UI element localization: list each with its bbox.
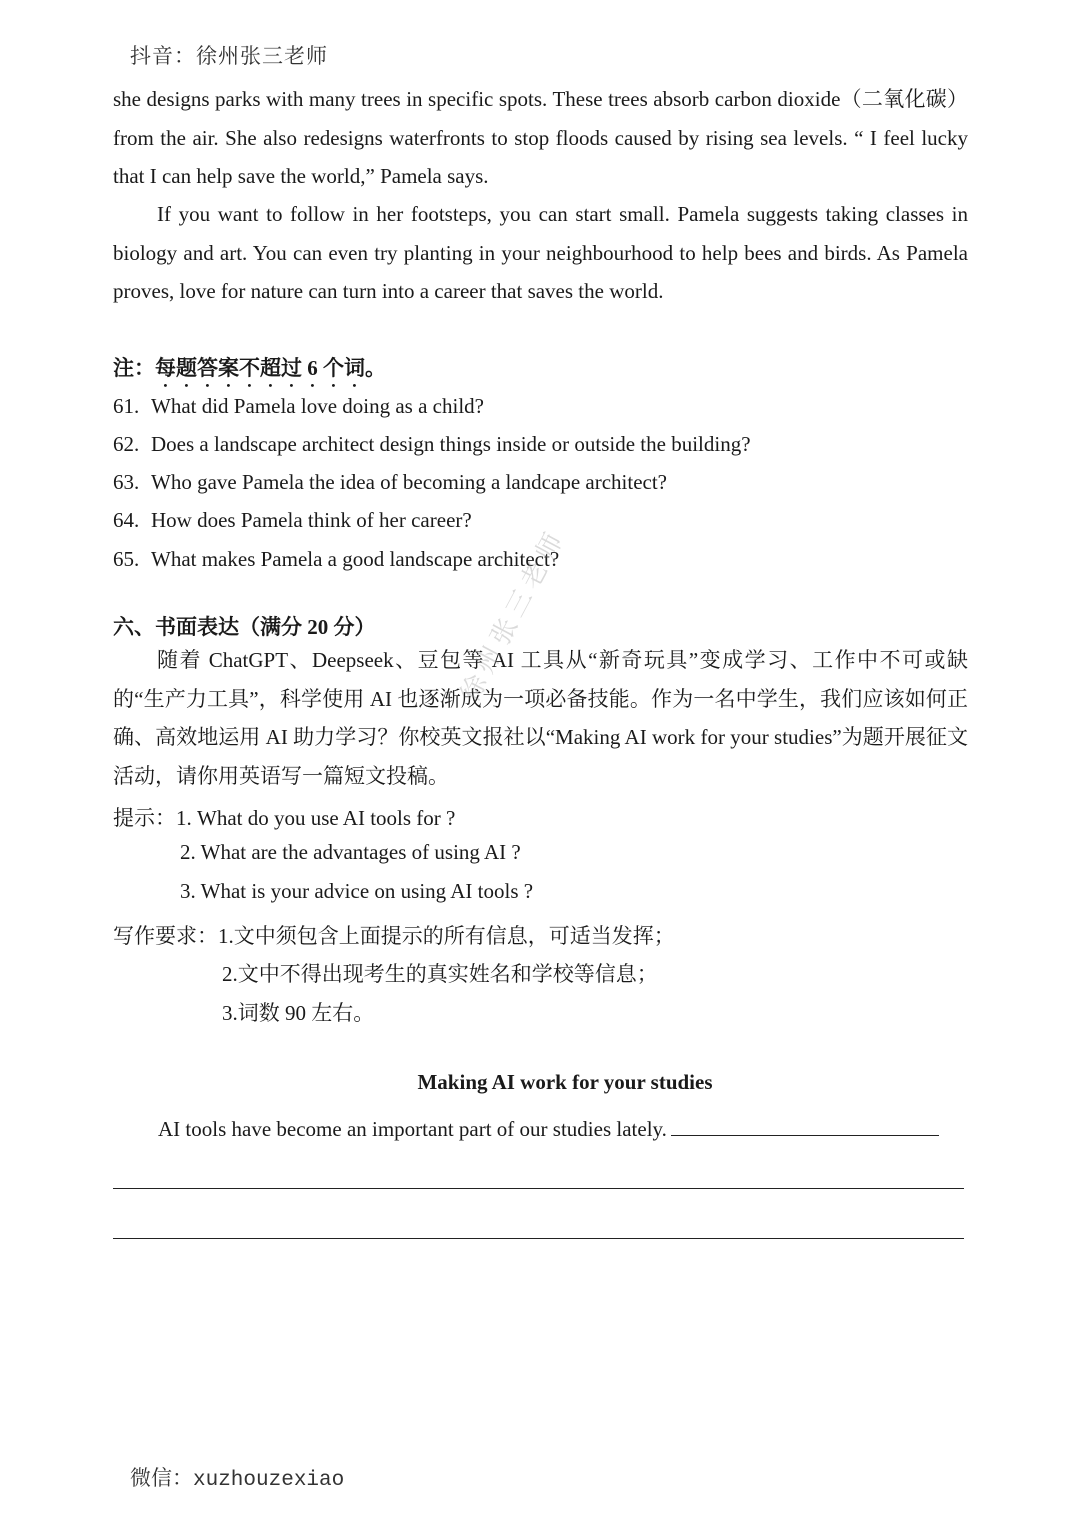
footer-label: 微信：	[130, 1466, 193, 1490]
question-65	[113, 547, 559, 572]
requirements-label: 写作要求：	[113, 924, 218, 948]
answer-line[interactable]	[113, 1188, 964, 1189]
requirement-1	[113, 920, 675, 950]
watermark-text: 徐州张三老师	[455, 523, 572, 707]
passage-paragraph-1: she designs parks with many trees in specific spots. These trees absorb carbon dioxide（二氧化碳）from the air. She also redesigns waterfronts to stop floods caused by rising sea levels. “ I feel lucky that I can help save the world,” Pamela says.	[113, 87, 968, 188]
requirement-2: 2.文中不得出现考生的真实姓名和学校等信息；	[222, 962, 658, 986]
answer-line[interactable]	[113, 1238, 964, 1239]
question-61	[113, 394, 484, 419]
question-number: 64.	[113, 508, 140, 532]
header-source-tag: 抖音：徐州张三老师	[130, 44, 328, 68]
question-63	[113, 470, 667, 495]
hint-text: 1. What do you use AI tools for ?	[176, 806, 456, 830]
requirement-text: 1.文中须包含上面提示的所有信息，可适当发挥；	[218, 924, 675, 948]
hint-2: 2. What are the advantages of using AI ?	[180, 840, 521, 864]
hints-label: 提示：	[113, 806, 176, 830]
question-text: How does Pamela think of her career?	[151, 508, 472, 532]
question-62	[113, 432, 751, 457]
writing-prompt: 随着 ChatGPT、Deepseek、豆包等 AI 工具从“新奇玩具”变成学习、工作中不可或缺的“生产力工具”，科学使用 AI 也逐渐成为一项必备技能。作为一名中学生，我们应该如何正确、高效地运用 AI 助力学习？你校英文报社以“Making AI work for your studies”为题开展征文活动，请你用英语写一篇短文投稿。	[113, 648, 968, 788]
answer-note-prefix: 注：	[113, 356, 155, 380]
passage-paragraph-2: If you want to follow in her footsteps, you can start small. Pamela suggests taking classes in biology and art. You can even try planting in your neighbourhood to help bees and birds. As Pamela proves, love for nature can turn into a career that saves the world.	[113, 202, 968, 303]
hint-3: 3. What is your advice on using AI tools ?	[180, 879, 534, 903]
hint-1	[113, 802, 455, 832]
answer-blank[interactable]	[671, 1115, 939, 1136]
question-number: 62.	[113, 432, 140, 456]
question-number: 65.	[113, 547, 140, 571]
footer-id: xuzhouzexiao	[193, 1469, 345, 1492]
footer-contact	[130, 1462, 344, 1492]
writing-section-title: 六、书面表达（满分 20 分）	[113, 615, 376, 639]
question-text: What did Pamela love doing as a child?	[151, 394, 484, 418]
question-text: Who gave Pamela the idea of becoming a landcape architect?	[151, 470, 667, 494]
question-text: Does a landscape architect design things inside or outside the building?	[151, 432, 751, 456]
question-number: 63.	[113, 470, 140, 494]
question-text: What makes Pamela a good landscape architect?	[151, 547, 560, 571]
answer-note	[113, 352, 386, 392]
essay-first-line	[158, 1115, 939, 1142]
essay-start-sentence: AI tools have become an important part of our studies lately.	[158, 1117, 667, 1141]
essay-title: Making AI work for your studies	[417, 1070, 713, 1094]
answer-note-text: 每题答案不超过 6 个词。	[155, 356, 386, 380]
question-64	[113, 508, 472, 533]
requirement-3: 3.词数 90 左右。	[222, 1001, 375, 1025]
question-number: 61.	[113, 394, 140, 418]
